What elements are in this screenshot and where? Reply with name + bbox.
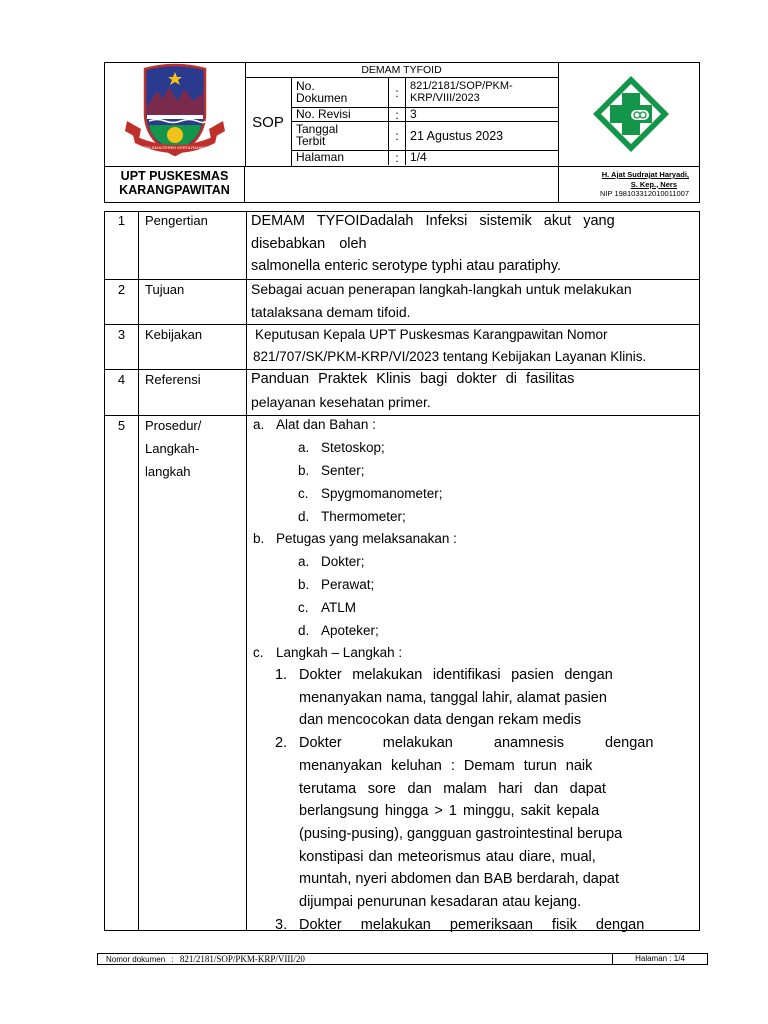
step-2-line-6: konstipasi dan meteorismus atau diare, mual, — [299, 849, 596, 865]
step-marker: 1. — [275, 667, 288, 683]
list-marker: c. — [298, 600, 309, 615]
step-2-line-7: muntah, nyeri abdomen dan BAB berdarah, dapat — [299, 871, 620, 887]
sop-header-table — [104, 62, 700, 203]
step-2-line-4: berlangsung hingga > 1 minggu, sakit kepala — [299, 803, 600, 819]
signatory-name-2: S. Kep., Ners — [630, 179, 677, 189]
header-blank-cell — [245, 166, 558, 203]
no-dokumen-value-1: 821/2181/SOP/PKM- — [410, 80, 513, 92]
prosedur-label-3: langkah — [145, 464, 191, 479]
sop-content-table — [104, 211, 700, 931]
step-marker: 3. — [275, 917, 288, 933]
puskesmas-logo-cell — [558, 63, 700, 166]
section-b-title: Petugas yang melaksanakan : — [276, 531, 457, 546]
footer-page-number: Halaman : 1/4 — [612, 954, 707, 964]
halaman-value: 1/4 — [410, 150, 427, 164]
puskesmas-cross-icon — [559, 63, 700, 166]
pengertian-line-1: DEMAM TYFOIDadalah Infeksi sistemik akut yang — [251, 213, 615, 229]
document-meta — [292, 78, 558, 166]
step-2-line-5: (pusing-pusing), gangguan gastrointestinal berupa — [299, 826, 623, 842]
list-marker: a. — [298, 554, 310, 569]
colon: : — [395, 129, 399, 143]
step-1-line-1: Dokter melakukan identifikasi pasien dengan — [299, 667, 613, 683]
step-2-line-2: menanyakan keluhan : Demam turun naik — [299, 758, 593, 774]
list-item: Perawat; — [321, 577, 375, 592]
list-item: Spygmomanometer; — [321, 486, 443, 501]
section-c-title: Langkah – Langkah : — [276, 645, 403, 660]
row-number: 5 — [117, 418, 126, 433]
section-c-marker: c. — [253, 645, 264, 660]
meta-row-no-dokumen — [292, 78, 558, 108]
step-1-line-3: dan mencocokan data dengan rekam medis — [299, 712, 582, 728]
row-label-tujuan: Tujuan — [145, 282, 185, 297]
regency-emblem-icon — [105, 63, 245, 166]
step-marker: 2. — [275, 735, 288, 751]
tujuan-line-1: Sebagai acuan penerapan langkah-langkah untuk melakukan — [251, 281, 632, 297]
kebijakan-line-2: 821/707/SK/PKM-KRP/VI/2023 tentang Kebijakan Layanan Klinis. — [253, 349, 647, 364]
list-item: Stetoskop; — [321, 440, 385, 455]
footer-nomor-value: 821/2181/SOP/PKM-KRP/VIII/20 — [179, 954, 305, 964]
tanggal-terbit-value: 21 Agustus 2023 — [410, 129, 504, 143]
pengertian-line-3: salmonella enteric serotype typhi atau paratiphy. — [251, 258, 562, 274]
pengertian-line-2: disebabkan oleh — [251, 236, 367, 252]
halaman-label: Halaman — [296, 150, 345, 164]
list-item: ATLM — [321, 600, 357, 615]
list-item: Apoteker; — [321, 623, 379, 638]
list-marker: b. — [298, 577, 310, 592]
colon: : — [395, 151, 399, 165]
no-revisi-value: 3 — [410, 107, 417, 121]
list-marker: d. — [298, 509, 310, 524]
step-1-line-2: menanyakan nama, tanggal lahir, alamat pasien — [299, 690, 607, 706]
regency-logo-cell — [105, 63, 246, 166]
no-dokumen-value-2: KRP/VIII/2023 — [410, 92, 480, 104]
logo-motto: SEBA SAHUTEREH KERTA RAHARJA — [140, 145, 210, 150]
no-dokumen-label-1: No. — [296, 79, 315, 93]
list-marker: a. — [298, 440, 310, 455]
list-marker: b. — [298, 463, 310, 478]
tanggal-label-2: Terbit — [296, 134, 326, 148]
signatory-name-1: H. Ajat Sudrajat Haryadi, — [601, 170, 689, 179]
row-number: 1 — [117, 213, 126, 228]
meta-row-halaman — [292, 151, 558, 165]
kebijakan-line-1: Keputusan Kepala UPT Puskesmas Karangpawitan Nomor — [255, 327, 608, 342]
meta-row-tanggal-terbit — [292, 122, 558, 151]
list-marker: d. — [298, 623, 310, 638]
org-name-line1: UPT PUSKESMAS — [120, 169, 229, 183]
prosedur-label-1: Prosedur/ — [145, 418, 202, 433]
meta-row-no-revisi — [292, 108, 558, 122]
footer-document-number — [106, 954, 305, 965]
sop-label: SOP — [245, 78, 292, 166]
list-item: Dokter; — [321, 554, 365, 569]
row-label-referensi: Referensi — [145, 372, 201, 387]
row-label-kebijakan: Kebijakan — [145, 327, 203, 342]
step-2-line-1: Dokter melakukan anamnesis dengan — [299, 735, 654, 751]
document-title: DEMAM TYFOID — [245, 63, 558, 78]
tujuan-line-2: tatalaksana demam tifoid. — [251, 304, 411, 320]
referensi-line-1: Panduan Praktek Klinis bagi dokter di fasilitas — [251, 371, 575, 387]
row-number: 2 — [117, 282, 126, 297]
section-a-marker: a. — [253, 417, 265, 432]
no-revisi-label: No. Revisi — [296, 107, 351, 121]
row-number: 4 — [117, 372, 126, 387]
row-number: 3 — [117, 327, 126, 342]
signatory-nip: NIP 198103312010011007 — [600, 189, 689, 198]
footer-nomor-label: Nomor dokumen — [106, 955, 166, 964]
step-2-line-8: dijumpai penurunan kesadaran atau kejang. — [299, 894, 582, 910]
page-footer — [97, 953, 708, 965]
colon: : — [395, 108, 399, 122]
tanggal-label-1: Tanggal — [296, 122, 339, 136]
section-b-marker: b. — [253, 531, 265, 546]
no-dokumen-label-2: Dokumen — [296, 91, 348, 105]
step-3-line-1: Dokter melakukan pemeriksaan fisik dengan — [299, 917, 645, 933]
list-marker: c. — [298, 486, 309, 501]
row-label-prosedur — [145, 414, 245, 483]
step-2-line-3: terutama sore dan malam hari dan dapat — [299, 781, 606, 797]
list-item: Senter; — [321, 463, 365, 478]
colon: : — [395, 86, 399, 100]
org-name-line2: KARANGPAWITAN — [119, 183, 230, 197]
prosedur-label-2: Langkah- — [145, 441, 200, 456]
referensi-line-2: pelayanan kesehatan primer. — [251, 394, 431, 410]
signatory-block — [558, 166, 699, 203]
org-name — [105, 166, 245, 203]
section-a-title: Alat dan Bahan : — [276, 417, 376, 432]
list-item: Thermometer; — [321, 509, 406, 524]
footer-colon: : — [171, 955, 174, 964]
row-label-pengertian: Pengertian — [145, 213, 208, 228]
